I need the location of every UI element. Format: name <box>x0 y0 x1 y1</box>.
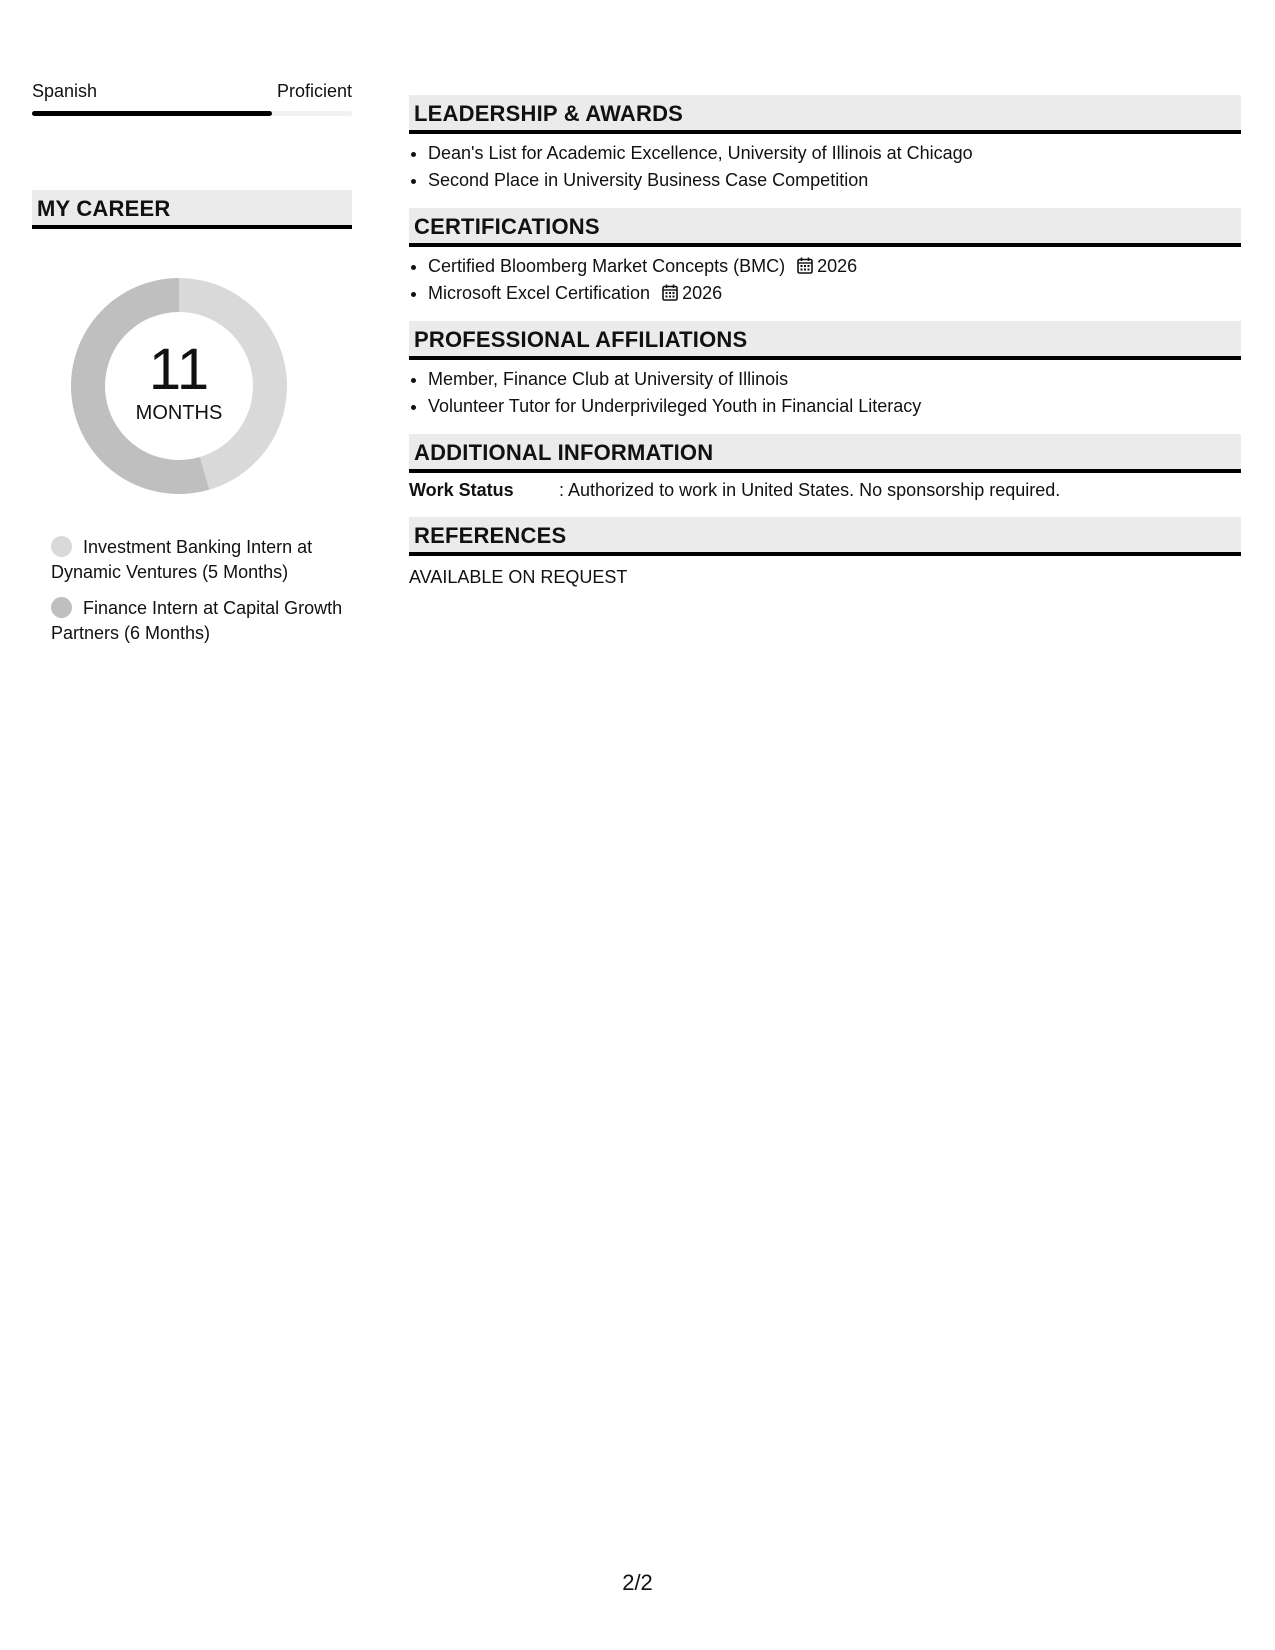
certification-name: Certified Bloomberg Market Concepts (BMC) <box>428 256 786 276</box>
references-heading: REFERENCES <box>409 517 1241 556</box>
affiliations-heading: PROFESSIONAL AFFILIATIONS <box>409 321 1241 360</box>
certifications-section <box>409 208 1241 307</box>
legend-dot-icon <box>51 536 72 557</box>
legend-item <box>51 535 346 585</box>
work-status-label: Work Status <box>409 480 514 500</box>
career-legend <box>51 535 346 646</box>
legend-dot-icon <box>51 597 72 618</box>
legend-item-text: Finance Intern at Capital Growth Partners (6 Months) <box>51 598 343 643</box>
career-total-unit: MONTHS <box>135 402 223 424</box>
main-content <box>409 95 1241 604</box>
language-proficiency-bar <box>32 111 352 116</box>
certifications-list <box>409 253 1241 307</box>
references-section <box>409 517 1241 590</box>
work-status-value: : Authorized to work in United States. No sponsorship required. <box>559 480 1061 500</box>
legend-item <box>51 596 346 646</box>
language-row <box>32 80 352 102</box>
additional-info-heading: ADDITIONAL INFORMATION <box>409 434 1241 473</box>
leadership-section <box>409 95 1241 194</box>
list-item: • Second Place in University Business Case Competition <box>428 167 1241 194</box>
additional-info-section <box>409 434 1241 503</box>
career-total-number: 11 <box>148 337 210 402</box>
page-number: 2/2 <box>622 1570 653 1595</box>
leadership-list <box>409 140 1241 194</box>
affiliations-section <box>409 321 1241 420</box>
list-item <box>428 253 1241 280</box>
language-name: Spanish <box>32 81 98 101</box>
list-item: • Member, Finance Club at University of Illinois <box>428 366 1241 393</box>
career-heading: MY CAREER <box>32 190 352 229</box>
affiliations-list <box>409 366 1241 420</box>
certification-name: Microsoft Excel Certification <box>428 283 651 303</box>
calendar-icon <box>797 257 813 274</box>
list-item: • Dean's List for Academic Excellence, University of Illinois at Chicago <box>428 140 1241 167</box>
certification-year: 2026 <box>817 256 858 276</box>
work-status-row <box>409 477 1241 503</box>
leadership-heading: LEADERSHIP & AWARDS <box>409 95 1241 134</box>
sidebar <box>32 80 352 657</box>
certifications-heading: CERTIFICATIONS <box>409 208 1241 247</box>
references-text: AVAILABLE ON REQUEST <box>409 567 628 587</box>
calendar-icon <box>662 284 678 301</box>
legend-item-text: Investment Banking Intern at Dynamic Ventures (5 Months) <box>51 537 313 582</box>
career-donut-chart <box>64 271 294 501</box>
list-item <box>428 280 1241 307</box>
certification-year: 2026 <box>682 283 723 303</box>
list-item: • Volunteer Tutor for Underprivileged Youth in Financial Literacy <box>428 393 1241 420</box>
donut-center <box>64 271 294 501</box>
language-level: Proficient <box>276 81 352 101</box>
language-proficiency-fill <box>32 111 272 116</box>
